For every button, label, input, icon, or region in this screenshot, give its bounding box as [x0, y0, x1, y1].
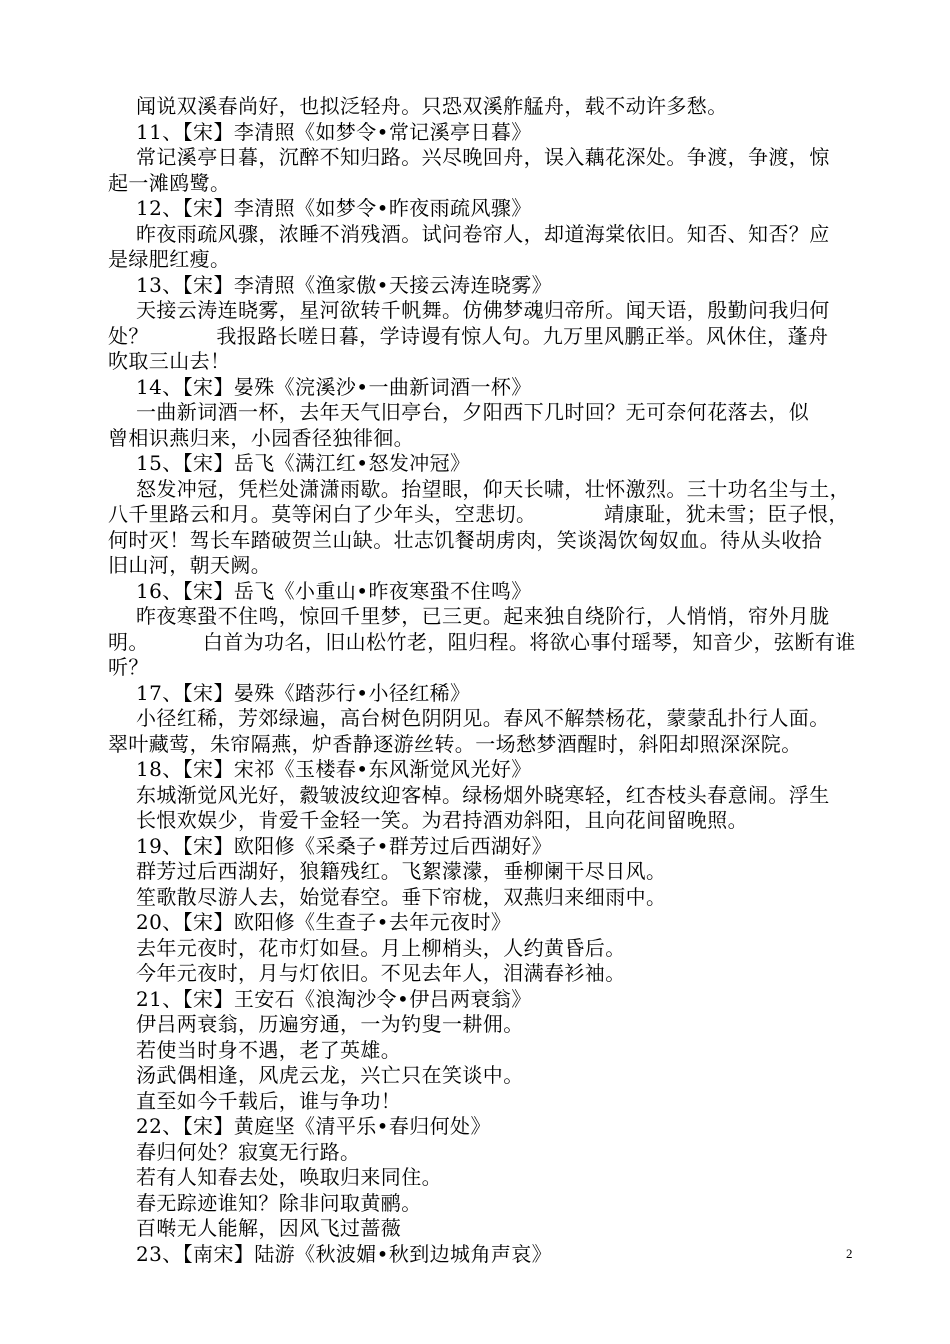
text-line: 13、【宋】李清照《渔家傲•天接云涛连晓雾》 — [136, 272, 553, 297]
text-line: 曾相识燕归来，小园香径独徘徊。 — [108, 425, 414, 450]
text-line: 翠叶藏莺，朱帘隔燕，炉香静逐游丝转。一场愁梦酒醒时，斜阳却照深深院。 — [108, 731, 802, 756]
text-line: 吹取三山去！ — [108, 349, 231, 373]
text-line: 听？ — [108, 655, 149, 679]
text-line: 11、【宋】李清照《如梦令•常记溪亭日暮》 — [136, 119, 532, 144]
page-number: 2 — [846, 1246, 853, 1261]
text-line: 18、【宋】宋祁《玉楼春•东风渐觉风光好》 — [136, 757, 532, 781]
text-line: 东城渐觉风光好，縠皱波纹迎客棹。绿杨烟外晓寒轻，红杏枝头春意闹。浮生 — [136, 782, 830, 807]
document-body — [108, 94, 868, 1267]
text-line: 八千里路云和月。莫等闲白了少年头，空悲切。 靖康耻，犹未雪；臣子恨， — [108, 502, 849, 526]
text-line: 春归何处？寂寞无行路。 — [136, 1139, 361, 1164]
text-line: 若有人知春去处，唤取归来同住。 — [136, 1165, 442, 1189]
text-line: 何时灭！驾长车踏破贺兰山缺。壮志饥餐胡虏肉，笑谈渴饮匈奴血。待从头收拾 — [108, 527, 822, 552]
text-line: 去年元夜时，花市灯如昼。月上柳梢头，人约黄昏后。 — [136, 935, 626, 960]
text-line: 17、【宋】晏殊《踏莎行•小径红稀》 — [136, 680, 471, 705]
text-line: 19、【宋】欧阳修《采桑子•群芳过后西湖好》 — [136, 833, 553, 858]
text-line: 16、【宋】岳飞《小重山•昨夜寒蛩不住鸣》 — [136, 578, 532, 603]
text-line: 明。 白首为功名，旧山松竹老，阻归程。将欲心事付瑶琴，知音少，弦断有谁 — [108, 629, 856, 654]
text-line: 15、【宋】岳飞《满江红•怒发冲冠》 — [136, 451, 471, 475]
text-line: 常记溪亭日暮，沉醉不知归路。兴尽晚回舟，误入藕花深处。争渡，争渡，惊 — [136, 145, 830, 169]
text-line: 昨夜寒蛩不住鸣，惊回千里梦，已三更。起来独自绕阶行，人悄悄，帘外月胧 — [136, 604, 830, 628]
text-line: 百啭无人能解，因风飞过蔷薇 — [136, 1216, 402, 1240]
text-line: 是绿肥红瘦。 — [108, 247, 231, 271]
text-line: 23、【南宋】陆游《秋波媚•秋到边城角声哀》 — [136, 1241, 553, 1266]
text-line: 群芳过后西湖好，狼籍残红。飞絮濛濛，垂柳阑干尽日风。 — [136, 859, 667, 883]
text-line: 22、【宋】黄庭坚《清平乐•春归何处》 — [136, 1114, 491, 1138]
text-line: 若使当时身不遇，老了英雄。 — [136, 1037, 402, 1062]
text-line: 长恨欢娱少，肯爱千金轻一笑。为君持酒劝斜阳，且向花间留晚照。 — [136, 808, 748, 832]
text-line: 今年元夜时，月与灯依旧。不见去年人，泪满春衫袖。 — [136, 961, 626, 985]
text-line: 旧山河，朝天阙。 — [108, 553, 272, 577]
text-line: 起一滩鸥鹭。 — [108, 170, 231, 195]
text-line: 伊吕两衰翁，历遍穷通，一为钓叟一耕佣。 — [136, 1012, 524, 1036]
text-line: 14、【宋】晏殊《浣溪沙•一曲新词酒一杯》 — [136, 374, 532, 399]
text-line: 21、【宋】王安石《浪淘沙令•伊吕两衰翁》 — [136, 986, 532, 1011]
text-line: 怒发冲冠，凭栏处潇潇雨歇。抬望眼，仰天长啸，壮怀激烈。三十功名尘与土， — [136, 476, 850, 501]
text-line: 直至如今千载后，谁与争功！ — [136, 1088, 402, 1113]
text-line: 20、【宋】欧阳修《生查子•去年元夜时》 — [136, 910, 512, 934]
text-line: 小径红稀，芳郊绿遍，高台树色阴阴见。春风不解禁杨花，蒙蒙乱扑行人面。 — [136, 706, 830, 730]
text-line: 一曲新词酒一杯，去年天气旧亭台，夕阳西下几时回？无可奈何花落去，似 — [136, 400, 810, 424]
text-line: 昨夜雨疏风骤，浓睡不消残酒。试问卷帘人，却道海棠依旧。知否、知否？应 — [136, 221, 830, 246]
text-line: 处？ 我报路长嗟日暮，学诗谩有惊人句。九万里风鹏正举。风休住，蓬舟 — [108, 323, 829, 348]
text-line: 闻说双溪春尚好，也拟泛轻舟。只恐双溪舴艋舟，载不动许多愁。 — [136, 94, 728, 118]
text-line: 12、【宋】李清照《如梦令•昨夜雨疏风骤》 — [136, 196, 532, 220]
text-line: 笙歌散尽游人去，始觉春空。垂下帘栊，双燕归来细雨中。 — [136, 884, 667, 909]
text-line: 春无踪迹谁知？除非问取黄鹂。 — [136, 1190, 422, 1215]
text-line: 天接云涛连晓雾，星河欲转千帆舞。仿佛梦魂归帝所。闻天语，殷勤问我归何 — [136, 298, 830, 322]
text-line: 汤武偶相逢，风虎云龙，兴亡只在笑谈中。 — [136, 1063, 524, 1087]
